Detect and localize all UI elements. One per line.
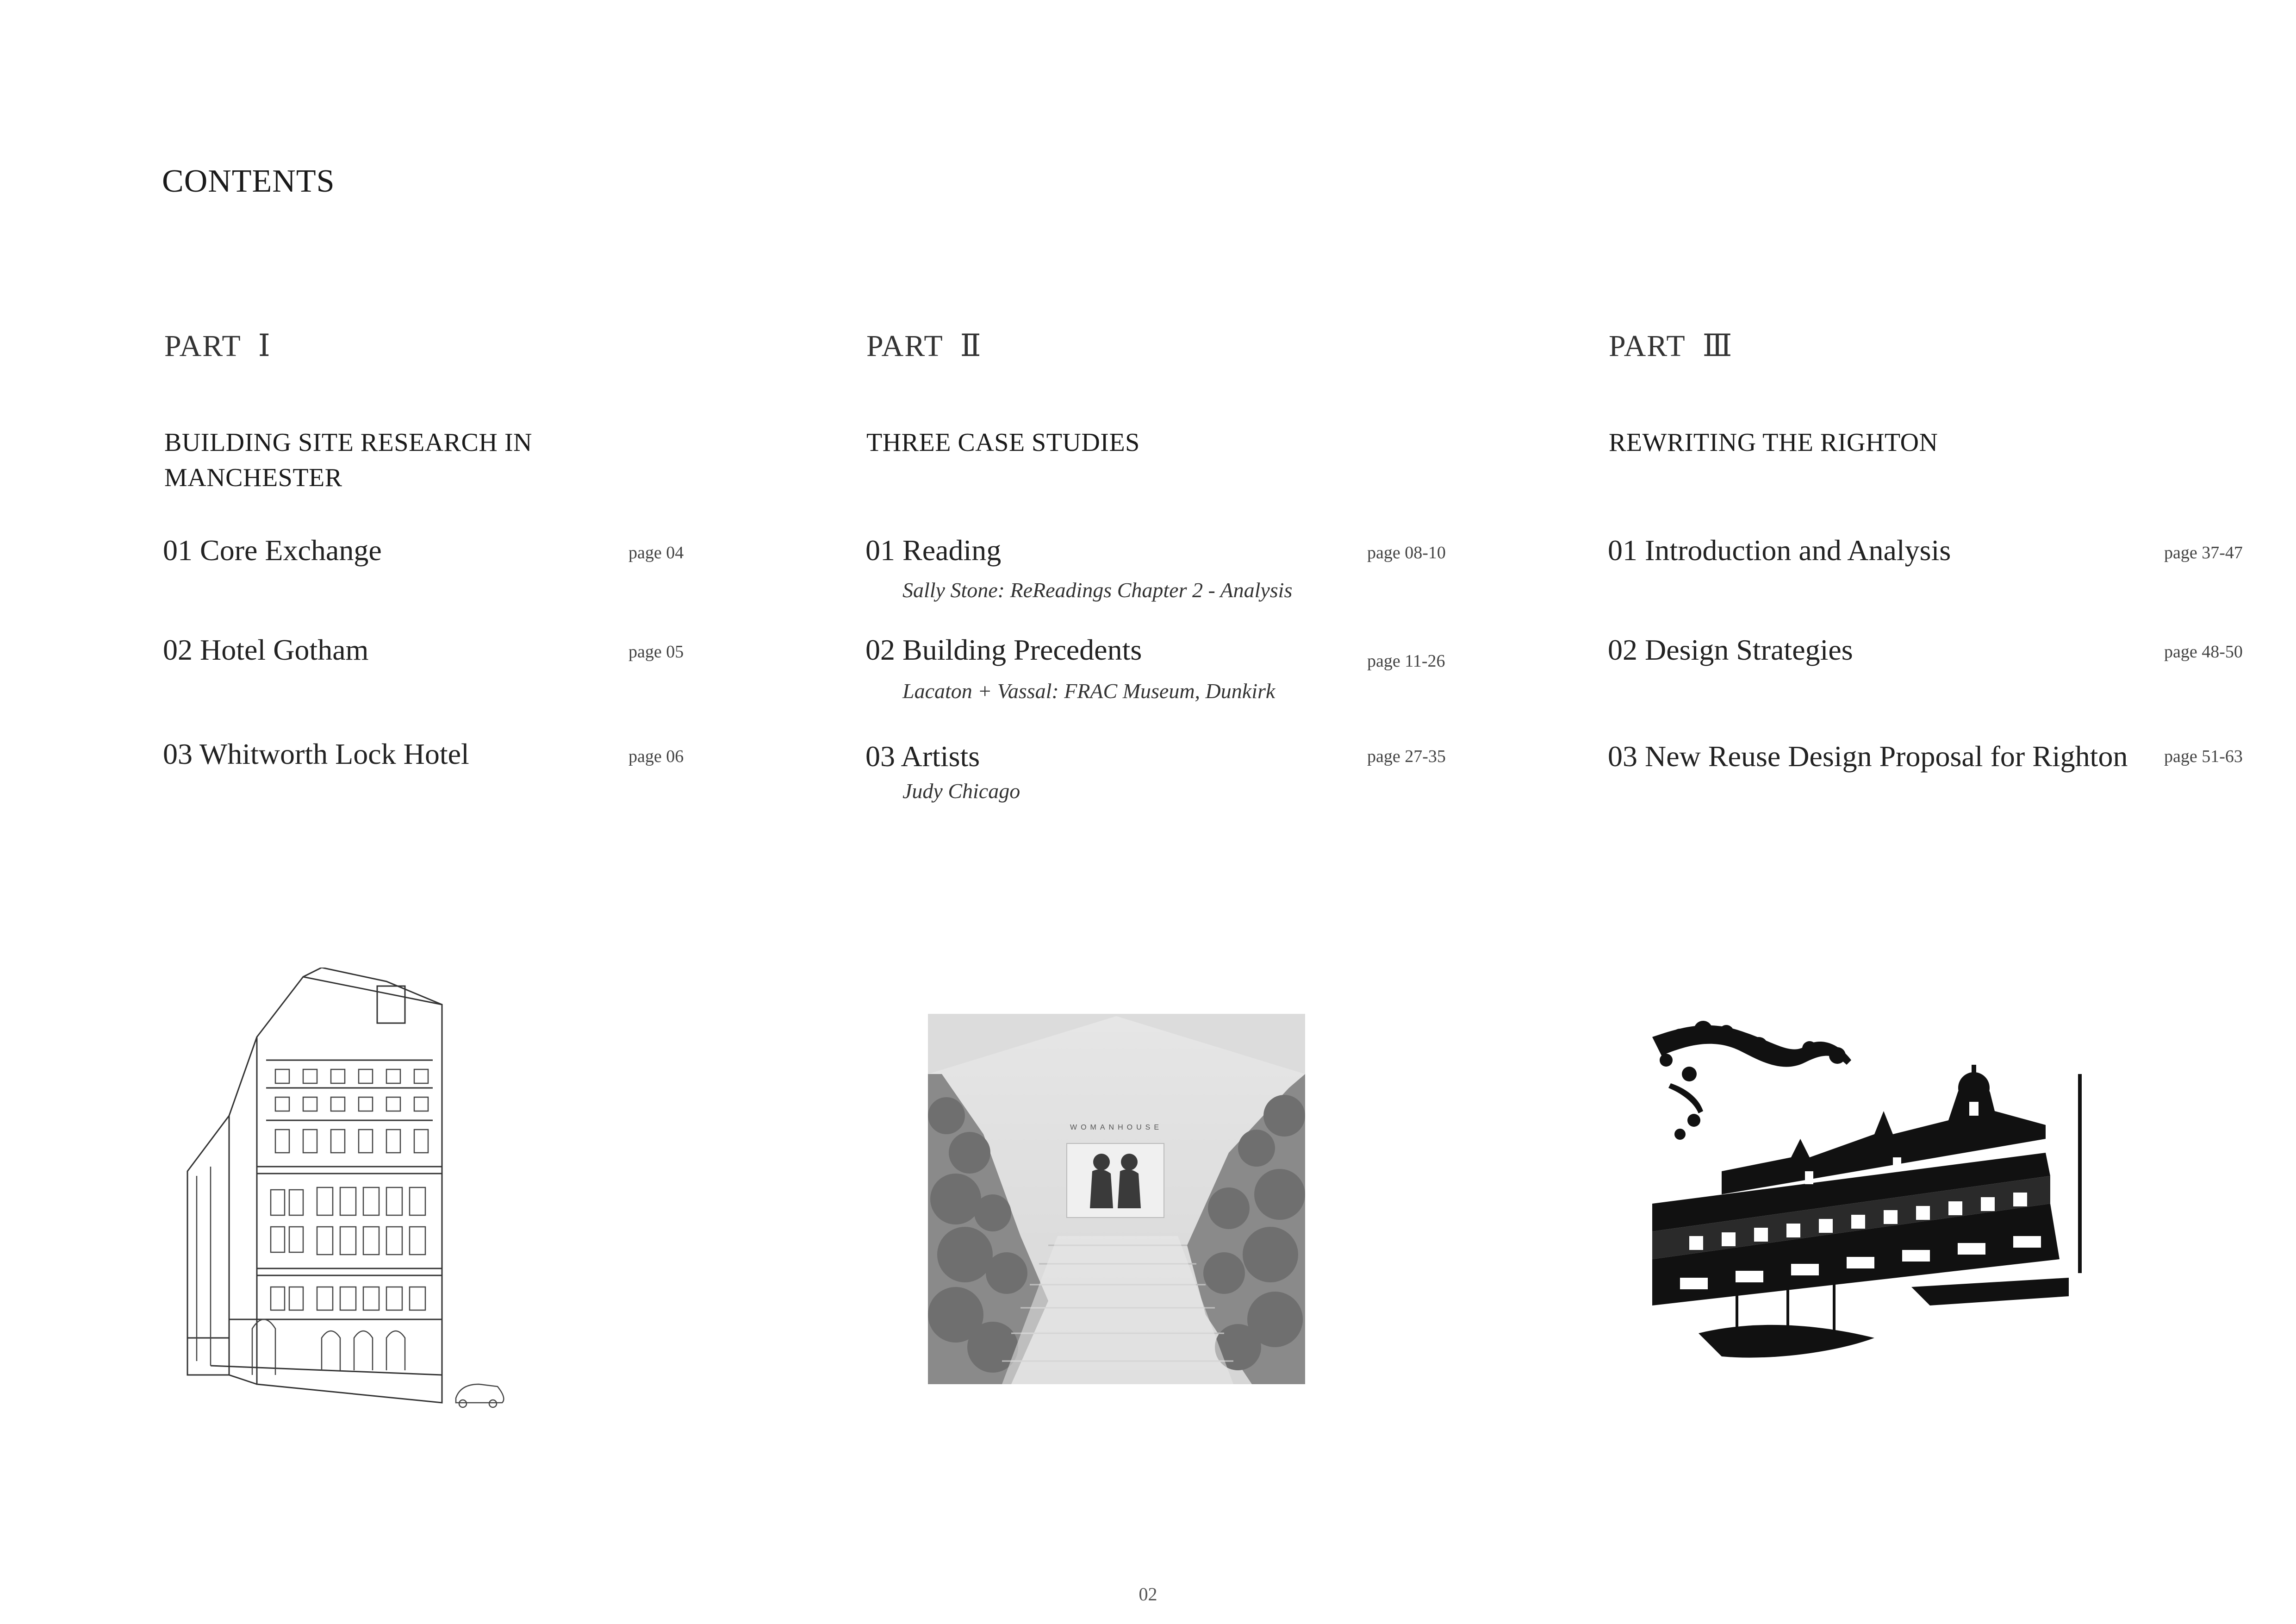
toc-entry-page: page 27-35 [1367,747,1446,766]
toc-entry-page: page 48-50 [2164,642,2243,662]
toc-entry-title[interactable]: 01 Introduction and Analysis [1608,534,1951,567]
part-label-text: PART [164,329,242,363]
toc-entry-subtitle: Lacaton + Vassal: FRAC Museum, Dunkirk [902,679,1276,703]
womanhouse-text: WOMANHOUSE [1070,1124,1163,1131]
window-grid [271,1069,428,1310]
part-2-label [866,328,982,364]
part-2-title: THREE CASE STUDIES [866,428,1140,457]
toc-entry-page: page 08-10 [1367,543,1446,562]
part-numeral: Ⅱ [960,329,982,363]
toc-entry-title[interactable]: 03 New Reuse Design Proposal for Righton [1608,740,2128,773]
toc-entry-page: page 06 [628,747,684,766]
toc-entry-title[interactable]: 02 Hotel Gotham [163,633,369,666]
part-label-text: PART [1609,329,1686,363]
part-3-title: REWRITING THE RIGHTON [1609,428,1938,457]
toc-entry-title[interactable]: 02 Building Precedents [865,633,1142,666]
righton-ink-sketch-illustration [1652,1018,2106,1375]
page-number: 02 [1139,1584,1157,1605]
part-numeral: Ⅰ [258,329,271,363]
toc-entry-subtitle: Judy Chicago [902,779,1020,803]
part-1-title: BUILDING SITE RESEARCH IN MANCHESTER [164,428,532,492]
toc-entry-page: page 37-47 [2164,543,2243,562]
toc-entry-title[interactable]: 01 Reading [865,534,1002,567]
part-numeral: Ⅲ [1702,329,1733,363]
part-3-label [1609,328,1733,364]
part-1-label [164,328,271,364]
page-title: CONTENTS [162,163,335,199]
womanhouse-poster-image [928,1014,1305,1384]
building-sketch-illustration [183,968,590,1435]
toc-entry-title[interactable]: 03 Artists [865,740,980,773]
toc-entry-title[interactable]: 03 Whitworth Lock Hotel [163,737,469,770]
toc-entry-page: page 05 [628,642,684,662]
toc-entry-subtitle: Sally Stone: ReReadings Chapter 2 - Analysis [902,578,1293,602]
toc-entry-page: page 11-26 [1367,651,1445,671]
part-label-text: PART [866,329,944,363]
toc-entry-page: page 51-63 [2164,747,2243,766]
toc-entry-page: page 04 [628,543,684,562]
toc-entry-title[interactable]: 01 Core Exchange [163,534,382,567]
toc-entry-title[interactable]: 02 Design Strategies [1608,633,1853,666]
